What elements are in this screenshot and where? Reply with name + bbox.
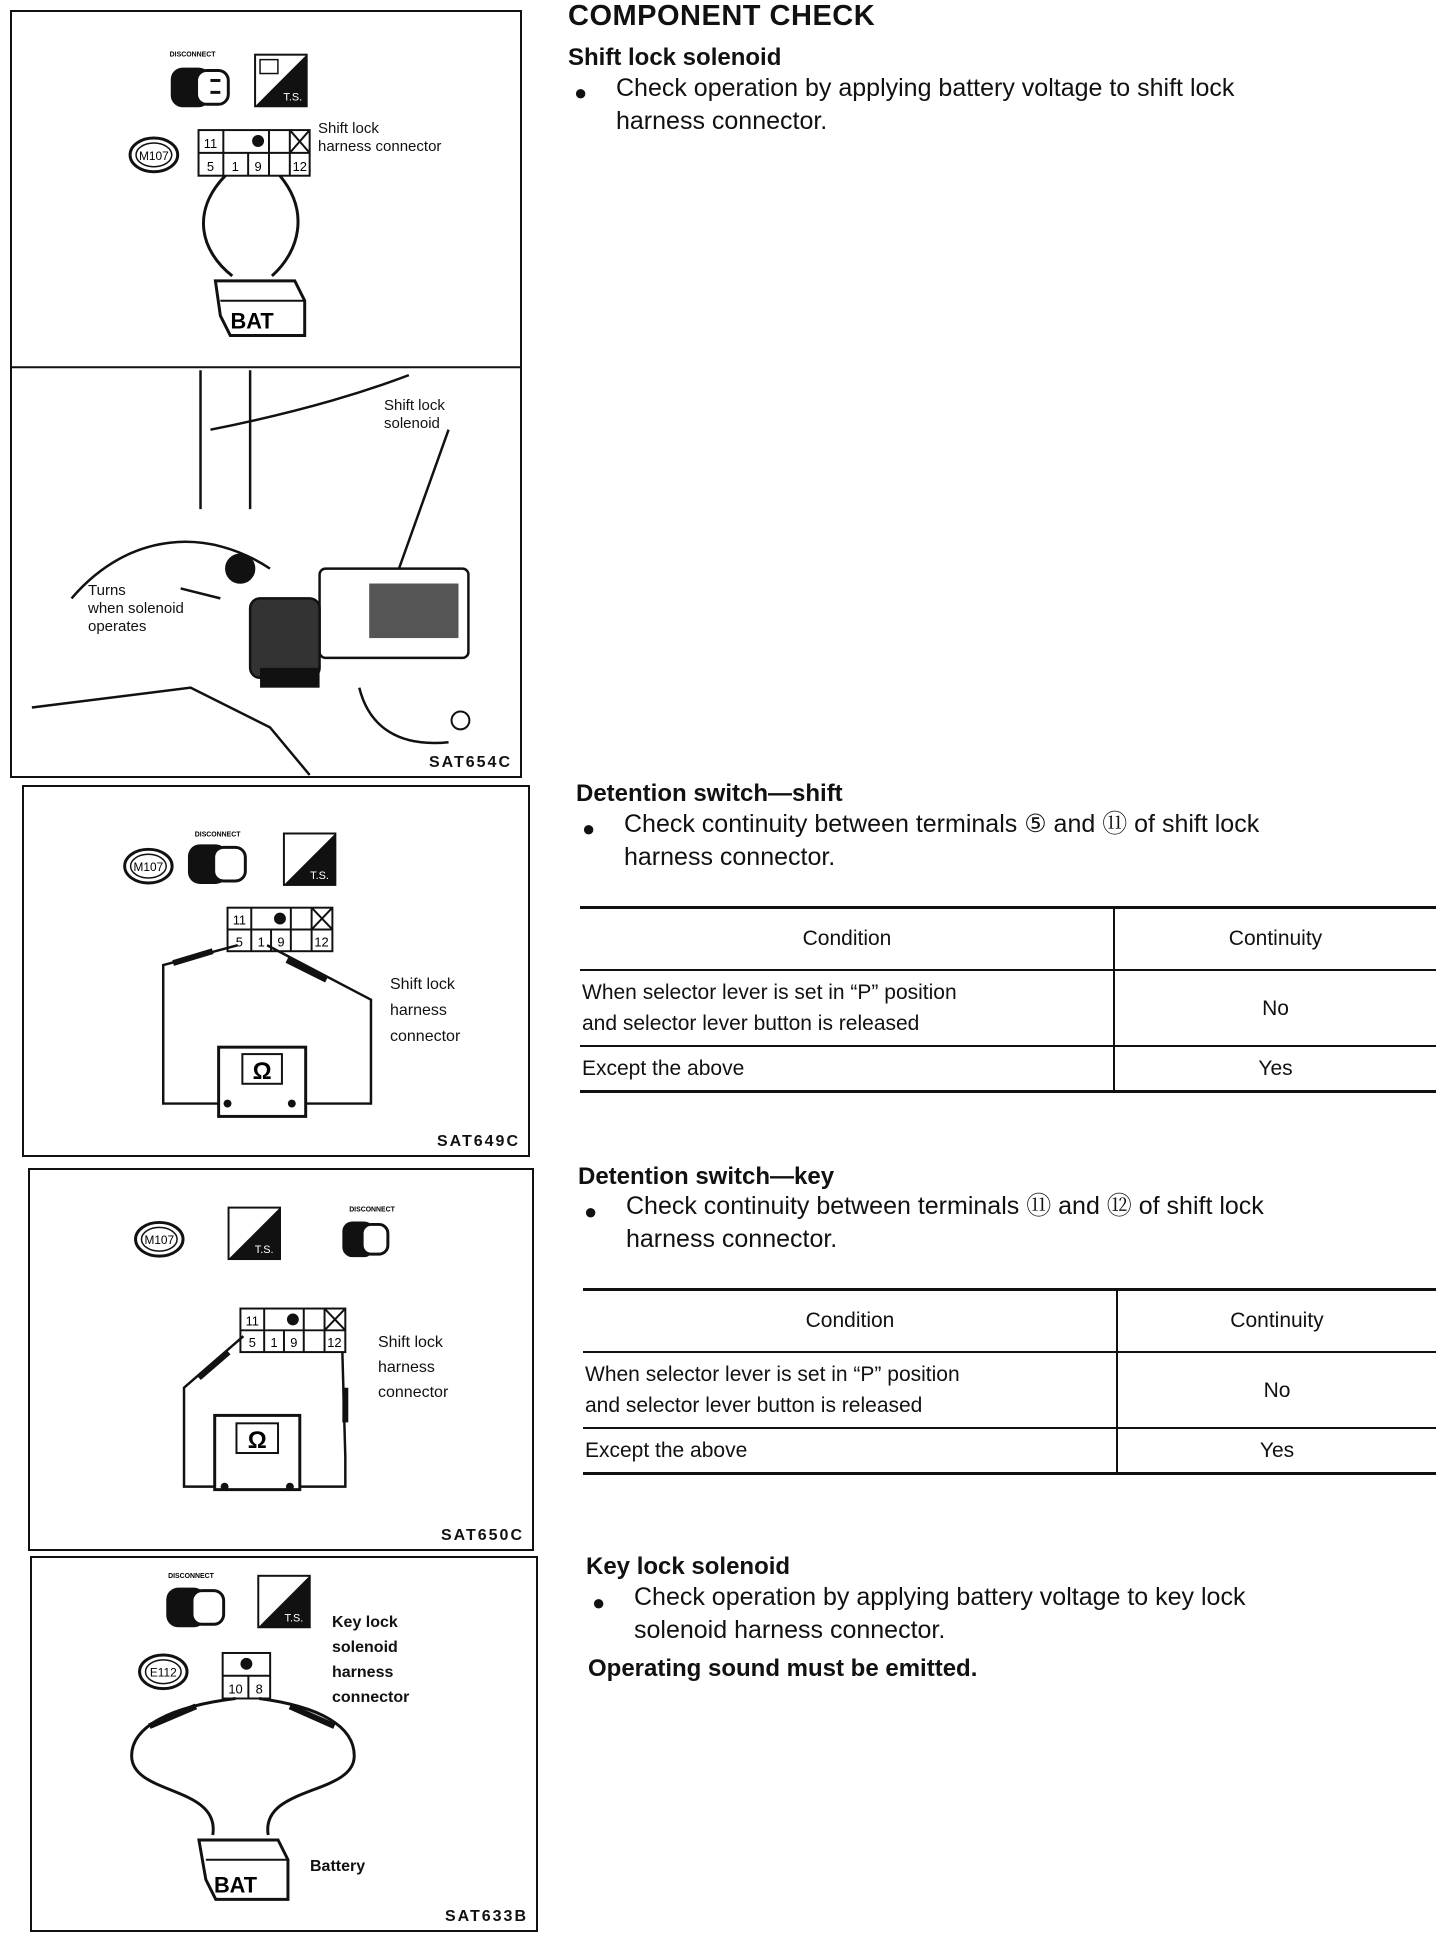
- section-text-detention-shift: Check continuity between terminals ⑤ and ⑪ of shift lock harness connector.: [624, 810, 1260, 871]
- terminal-1: 1: [231, 158, 239, 174]
- disconnect-icon: [342, 1221, 388, 1257]
- disconnect-caption: DISCONNECT: [349, 1206, 395, 1214]
- section-text-key-lock-solenoid: Check operation by applying battery voltage to key lock solenoid harness connector.: [634, 1583, 1246, 1644]
- terminal-1: 1: [257, 934, 265, 950]
- section-heading-shift-lock-solenoid: Shift lock solenoid: [568, 44, 782, 71]
- table-row: [580, 970, 1436, 1046]
- terminal-11: 11: [245, 1313, 259, 1329]
- section-heading-detention-key: Detention switch—key: [578, 1163, 835, 1190]
- bullet-icon: ●: [574, 80, 588, 105]
- page-title: COMPONENT CHECK: [568, 0, 876, 32]
- continuity-cell: No: [1117, 1352, 1436, 1428]
- table-row: [580, 1046, 1436, 1092]
- connector-id: M107: [144, 1233, 175, 1248]
- figure-code: SAT649C: [436, 1133, 520, 1150]
- battery-label: BAT: [230, 308, 274, 334]
- col-condition: Condition: [583, 1290, 1117, 1353]
- continuity-cell: Yes: [1114, 1046, 1436, 1092]
- table-row: [583, 1352, 1436, 1428]
- shift-lock-solenoid-diagram: [12, 12, 520, 776]
- connector-label: Key lock solenoid harness connector: [332, 1614, 410, 1706]
- condition-cell: Except the above: [583, 1428, 1117, 1474]
- terminal-1: 1: [270, 1335, 278, 1351]
- figure-code: SAT654C: [428, 754, 512, 771]
- terminal-9: 9: [290, 1335, 298, 1351]
- connector-label: Shift lock harness connector: [390, 976, 461, 1045]
- continuity-cell: Yes: [1117, 1428, 1436, 1474]
- bullet-icon: ●: [592, 1590, 606, 1615]
- key-lock-solenoid-diagram: [32, 1558, 536, 1930]
- terminal-5: 5: [235, 934, 243, 950]
- ts-caption: T.S.: [284, 1612, 304, 1625]
- solenoid-label: Shift lock solenoid: [384, 397, 445, 432]
- disconnect-caption: DISCONNECT: [194, 831, 241, 839]
- ohm-symbol: Ω: [247, 1428, 267, 1455]
- terminal-5: 5: [206, 158, 215, 174]
- bullet-icon: ●: [582, 816, 596, 841]
- ts-caption: T.S.: [254, 1244, 274, 1257]
- terminal-8: 8: [255, 1681, 263, 1697]
- connector-id: E112: [149, 1665, 177, 1680]
- col-continuity: Continuity: [1114, 908, 1436, 971]
- section-text-detention-key: Check continuity between terminals ⑪ and ⑫ of shift lock harness connector.: [626, 1192, 1264, 1253]
- condition-cell: Except the above: [580, 1046, 1114, 1092]
- bullet-icon: ●: [584, 1199, 598, 1224]
- detention-key-diagram: [30, 1170, 532, 1549]
- disconnect-icon: [188, 844, 245, 884]
- terminal-11: 11: [232, 912, 247, 928]
- col-condition: Condition: [580, 908, 1114, 971]
- turns-label: Turns when solenoid operates: [88, 582, 184, 635]
- figure-shift-lock-solenoid: [10, 10, 522, 778]
- terminal-11: 11: [203, 135, 218, 151]
- detention-key-table: [583, 1288, 1436, 1475]
- disconnect-caption: DISCONNECT: [169, 51, 216, 59]
- connector-label: Shift lock harness connector: [378, 1334, 449, 1401]
- battery-label: BAT: [213, 1872, 258, 1898]
- figure-detention-key: [28, 1168, 534, 1551]
- section-heading-key-lock-solenoid: Key lock solenoid: [586, 1553, 791, 1580]
- connector-id: M107: [139, 148, 169, 163]
- terminal-9: 9: [254, 158, 262, 174]
- terminal-10: 10: [228, 1681, 243, 1697]
- disconnect-icon: [171, 68, 229, 108]
- terminal-12: 12: [327, 1335, 342, 1351]
- figure-key-lock-solenoid: [30, 1556, 538, 1932]
- terminal-12: 12: [292, 158, 307, 174]
- connector-id: M107: [133, 860, 164, 875]
- figure-detention-shift: [22, 785, 530, 1157]
- connector-label: Shift lock harness connector: [318, 120, 442, 155]
- figure-code: SAT633B: [444, 1908, 528, 1925]
- figure-code: SAT650C: [440, 1527, 524, 1544]
- terminal-12: 12: [314, 934, 329, 950]
- terminal-9: 9: [277, 934, 285, 950]
- disconnect-icon: [166, 1588, 223, 1628]
- section-heading-detention-shift: Detention switch—shift: [576, 780, 843, 807]
- detention-shift-diagram: [24, 787, 528, 1155]
- ohm-symbol: Ω: [252, 1058, 272, 1085]
- condition-cell: When selector lever is set in “P” position and selector lever button is released: [580, 970, 1114, 1046]
- condition-cell: When selector lever is set in “P” position and selector lever button is released: [583, 1352, 1117, 1428]
- operating-sound-note: Operating sound must be emitted.: [588, 1655, 978, 1682]
- section-text-shift-lock-solenoid: Check operation by applying battery voltage to shift lock harness connector.: [616, 74, 1235, 135]
- ts-caption: T.S.: [283, 91, 303, 104]
- disconnect-caption: DISCONNECT: [168, 1572, 214, 1580]
- col-continuity: Continuity: [1117, 1290, 1436, 1353]
- ts-caption: T.S.: [310, 870, 329, 882]
- table-row: [583, 1428, 1436, 1474]
- continuity-cell: No: [1114, 970, 1436, 1046]
- terminal-5: 5: [248, 1335, 256, 1351]
- detention-shift-table: [580, 906, 1436, 1093]
- battery-caption: Battery: [310, 1858, 366, 1875]
